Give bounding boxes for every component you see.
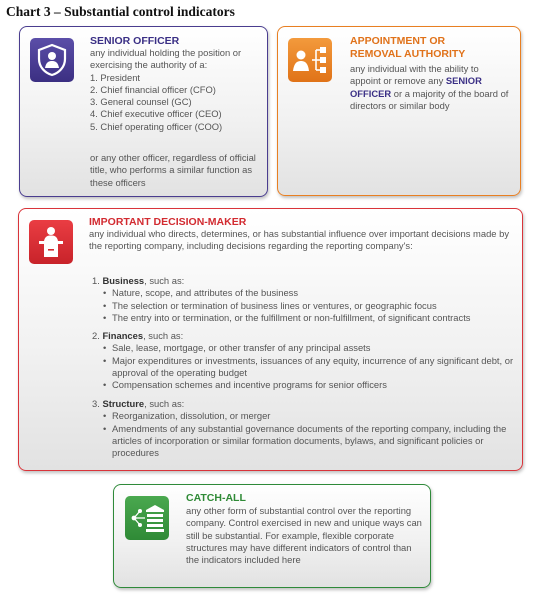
catch-all-description: any other form of substantial control over the reporting company. Control exercised in new and unique ways can still be substantial. For example, flexible corporate structures may have different indicators of control than the indicators included here	[186, 505, 422, 566]
list-item: 5. Chief operating officer (COO)	[90, 120, 223, 132]
decision-maker-intro: any individual who directs, determines, or has substantial influence over important decisions made by the reporting company, including decisions regarding the reporting company's:	[89, 228, 510, 252]
senior-officer-outro: or any other officer, regardless of official title, who performs a similar function as these officers	[90, 152, 256, 188]
list-item: 3. General counsel (GC)	[90, 96, 192, 108]
section-heading: 3. Structure, such as:	[92, 398, 185, 409]
business-section	[92, 275, 517, 324]
senior-officer-heading: SENIOR OFFICER	[90, 35, 180, 47]
list-item: • Amendments of any substantial governance documents of the reporting company, including the articles of incorporation or similar formation documents, bylaws, and significant policies or procedures	[103, 423, 517, 460]
section-heading: 2. Finances, such as:	[92, 330, 184, 341]
list-item: • Reorganization, dissolution, or merger	[103, 410, 517, 422]
senior-officer-reference: SENIOR OFFICER	[350, 75, 482, 99]
network-building-icon	[125, 496, 169, 540]
senior-officer-intro: any individual holding the position or exercising the authority of a:	[90, 47, 242, 71]
catch-all-card	[113, 484, 431, 588]
list-item: • Sale, lease, mortgage, or other transfer of any principal assets	[103, 342, 517, 354]
senior-officer-card	[19, 26, 268, 197]
list-item: 2. Chief financial officer (CFO)	[90, 83, 216, 95]
shield-person-icon	[30, 38, 74, 82]
appointment-heading-line2: REMOVAL AUTHORITY	[350, 48, 466, 60]
chart-title: Chart 3 – Substantial control indicators	[6, 4, 235, 19]
list-item: 4. Chief executive officer (CEO)	[90, 108, 222, 120]
finances-section	[92, 330, 517, 391]
list-item: • Compensation schemes and incentive programs for senior officers	[103, 379, 517, 391]
list-item: • Nature, scope, and attributes of the business	[103, 287, 517, 299]
appointment-heading-line1: APPOINTMENT OR	[350, 35, 446, 47]
org-chart-person-icon	[288, 38, 332, 82]
catch-all-heading: CATCH-ALL	[186, 492, 246, 504]
appointment-description	[350, 63, 510, 112]
section-heading: 1. Business, such as:	[92, 275, 185, 286]
officer-list	[90, 72, 265, 133]
list-item: • Major expenditures or investments, issuances of any equity, incurrence of any significant debt, or approval of the operating budget	[103, 355, 517, 380]
list-item: 1. President	[90, 71, 141, 83]
appointment-text-after: or a majority of the board of directors or similar body	[350, 87, 509, 111]
podium-speaker-icon	[29, 220, 73, 264]
senior-officer-description	[90, 47, 265, 133]
list-item: • The entry into or termination, or the fulfillment or non-fulfillment, of significant contracts	[103, 312, 517, 324]
decision-maker-card	[18, 208, 523, 471]
structure-section	[92, 398, 517, 459]
decision-maker-heading: IMPORTANT DECISION-MAKER	[89, 216, 247, 228]
appointment-card	[277, 26, 521, 196]
appointment-text-before: any individual with the ability to appoint or remove any	[350, 63, 479, 87]
list-item: • The selection or termination of business lines or ventures, or geographic focus	[103, 300, 517, 312]
appointment-heading	[350, 35, 500, 61]
